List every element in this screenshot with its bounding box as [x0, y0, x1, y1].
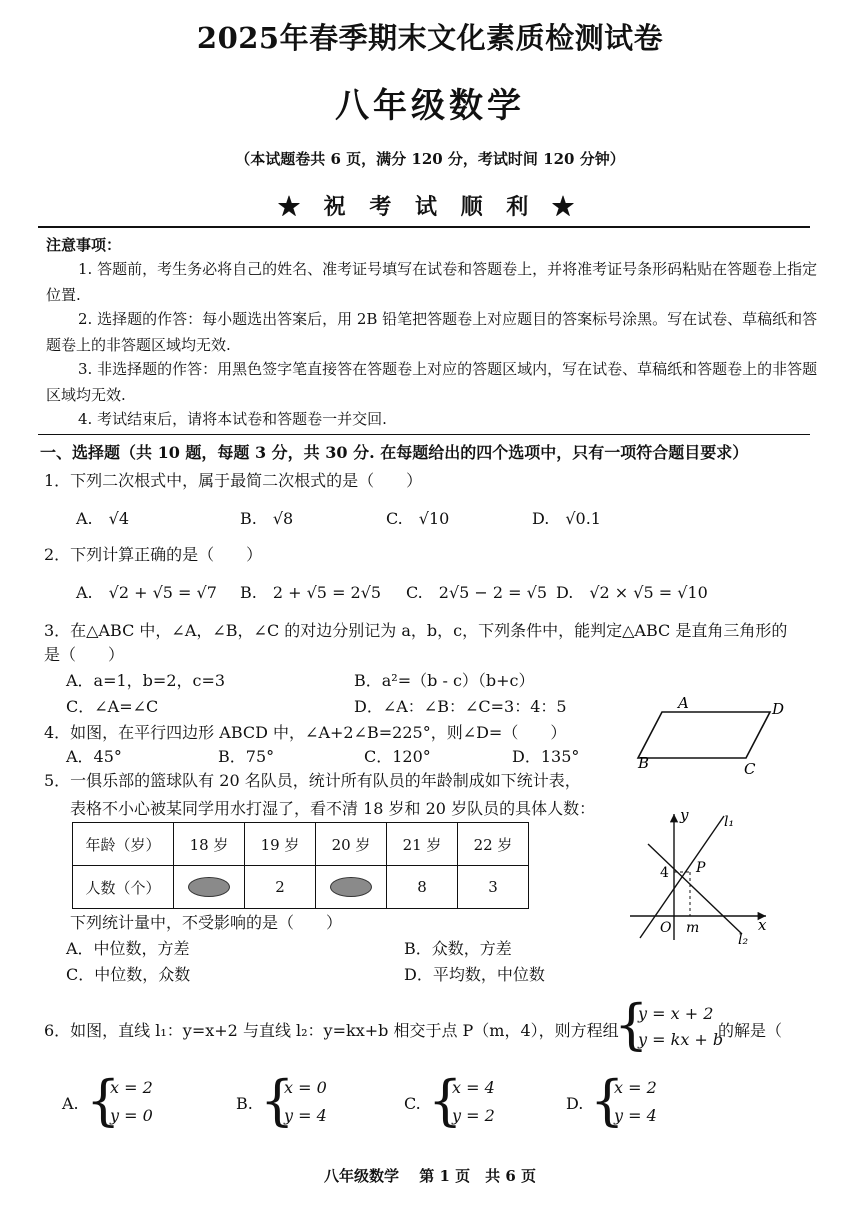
- q1-option-c: C. √10: [386, 509, 450, 528]
- good-luck-banner: ★ 祝 考 试 顺 利 ★: [278, 194, 582, 220]
- header-divider: [38, 226, 810, 228]
- table-cell: 2: [245, 866, 316, 909]
- tick-label-m: m: [686, 920, 700, 936]
- q6-option-a-brace: {: [86, 1069, 121, 1132]
- axis-label-y: y: [680, 806, 689, 824]
- q2-option-c: C. 2√5 − 2 = √5: [406, 583, 548, 602]
- notice-item-2: 2. 选择题的作答：每小题选出答案后，用 2B 铅笔把答题卷上对应题目的答案标号涂黑。写在试卷、草稿纸和答题卷上的非答题区域均无效.: [46, 310, 818, 354]
- q6-option-a-label: A.: [62, 1094, 79, 1113]
- q2-option-b: B. 2 + √5 = 2√5: [240, 583, 382, 602]
- q3-option-b: B．a²=（b - c）（b+c）: [354, 671, 535, 690]
- q6-system-line-2: y = kx + b: [638, 1030, 724, 1049]
- q6-option-b-brace: {: [260, 1069, 295, 1132]
- q6-option-c-line-2: y = 2: [452, 1106, 495, 1125]
- q1-option-a: A. √4: [76, 509, 130, 528]
- notice-divider: [38, 434, 810, 435]
- q3-stem-line-2: 是（ ）: [44, 645, 125, 664]
- q4-stem: 4．如图，在平行四边形 ABCD 中，∠A+2∠B=225°，则∠D=（ ）: [44, 723, 567, 742]
- q6-option-b-label: B.: [236, 1094, 253, 1113]
- vertex-label-a: A: [678, 694, 689, 712]
- q3-option-c: C．∠A=∠C: [66, 697, 159, 716]
- line-label-l2: l₂: [738, 932, 749, 948]
- table-row: [73, 866, 529, 909]
- tick-label-4: 4: [660, 865, 669, 881]
- q5-option-c: C．中位数，众数: [66, 965, 191, 984]
- q5-stem-line-3: 下列统计量中，不受影响的是（ ）: [70, 913, 343, 932]
- water-stain-cell-18: [174, 866, 245, 909]
- page-footer: 八年级数学 第 1 页 共 6 页: [324, 1167, 536, 1185]
- table-header-cell: 20 岁: [316, 823, 387, 866]
- table-header-cell: 年龄（岁）: [73, 823, 174, 866]
- water-stain-blot: [330, 877, 372, 897]
- table-cell: 人数（个）: [73, 866, 174, 909]
- q6-option-b-line-2: y = 4: [284, 1106, 327, 1125]
- notice-heading: 注意事项：: [46, 236, 122, 254]
- axis-label-x: x: [758, 916, 767, 934]
- water-stain-blot: [188, 877, 230, 897]
- q1-option-d: D. √0.1: [532, 509, 601, 528]
- q5-option-a: A．中位数，方差: [66, 939, 190, 958]
- q6-option-d-brace: {: [590, 1069, 625, 1132]
- lines-graph-figure: [620, 800, 780, 950]
- q6-option-a-line-2: y = 0: [110, 1106, 153, 1125]
- q6-option-a-line-1: x = 2: [110, 1078, 153, 1097]
- q3-option-a: A．a=1，b=2，c=3: [66, 671, 226, 690]
- section-1-heading: 一、选择题（共 10 题，每题 3 分，共 30 分. 在每题给出的四个选项中，只有一项符合题目要求）: [40, 443, 749, 462]
- q4-option-a: A．45°: [66, 747, 122, 766]
- table-header-cell: 18 岁: [174, 823, 245, 866]
- q6-option-d-line-2: y = 4: [614, 1106, 657, 1125]
- q5-stem-line-2: 表格不小心被某同学用水打湿了，看不清 18 岁和 20 岁队员的具体人数：: [70, 799, 596, 818]
- table-header-cell: 19 岁: [245, 823, 316, 866]
- water-stain-cell-20: [316, 866, 387, 909]
- line-label-l1: l₁: [724, 814, 735, 830]
- q6-system-brace: {: [614, 993, 649, 1056]
- q5-stem-line-1: 5．一俱乐部的篮球队有 20 名队员，统计所有队员的年龄制成如下统计表，: [44, 771, 581, 790]
- q5-option-b: B．众数，方差: [404, 939, 512, 958]
- parallelogram-shape: [638, 712, 770, 758]
- q3-stem-line-1: 3．在△ABC 中，∠A，∠B，∠C 的对边分别记为 a，b，c，下列条件中，能判定△ABC 是直角三角形的: [44, 621, 788, 640]
- q5-option-d: D．平均数，中位数: [404, 965, 545, 984]
- vertex-label-d: D: [772, 700, 785, 718]
- parallelogram-figure: [630, 692, 800, 778]
- q1-stem: 1．下列二次根式中，属于最简二次根式的是（ ）: [44, 471, 423, 490]
- q3-option-d: D．∠A：∠B：∠C=3：4：5: [354, 697, 567, 716]
- age-stats-table: [72, 822, 529, 909]
- q6-option-c-brace: {: [428, 1069, 463, 1132]
- q2-option-d: D. √2 × √5 = √10: [556, 583, 708, 602]
- q6-option-b-line-1: x = 0: [284, 1078, 327, 1097]
- q2-option-a: A. √2 + √5 = √7: [76, 583, 217, 602]
- table-header-cell: 22 岁: [458, 823, 529, 866]
- table-cell: 3: [458, 866, 529, 909]
- point-label-p: P: [696, 860, 706, 876]
- exam-title: 2025年春季期末文化素质检测试卷: [196, 21, 664, 55]
- notice-item-4: 4. 考试结束后，请将本试卷和答题卷一并交回.: [78, 410, 387, 428]
- exam-subject: 八年级数学: [335, 86, 525, 126]
- table-row: [73, 823, 529, 866]
- q4-option-c: C．120°: [364, 747, 431, 766]
- q6-option-c-line-1: x = 4: [452, 1078, 495, 1097]
- exam-info: （本试题卷共 6 页，满分 120 分，考试时间 120 分钟）: [235, 150, 625, 168]
- table-header-cell: 21 岁: [387, 823, 458, 866]
- notice-item-3: 3. 非选择题的作答：用黑色签字笔直接答在答题卷上对应的答题区域内，写在试卷、草稿纸和答题卷上的非答题区域均无效.: [46, 360, 818, 404]
- q6-option-d-label: D.: [566, 1094, 584, 1113]
- q6-option-c-label: C.: [404, 1094, 421, 1113]
- q6-system-line-1: y = x + 2: [638, 1004, 714, 1023]
- table-cell: 8: [387, 866, 458, 909]
- q4-option-b: B．75°: [218, 747, 275, 766]
- vertex-label-c: C: [744, 760, 756, 778]
- vertex-label-b: B: [638, 754, 650, 772]
- q1-option-b: B. √8: [240, 509, 294, 528]
- q6-stem-end: 的解是（: [718, 1021, 783, 1040]
- notice-item-1: 1. 答题前，考生务必将自己的姓名、准考证号填写在试卷和答题卷上，并将准考证号条形码粘贴在答题卷上指定位置.: [46, 260, 818, 304]
- q6-option-d-line-1: x = 2: [614, 1078, 657, 1097]
- q6-stem: 6．如图，直线 l₁：y=x+2 与直线 l₂：y=kx+b 相交于点 P（m，4），则方程组: [44, 1021, 619, 1040]
- q2-stem: 2．下列计算正确的是（ ）: [44, 545, 263, 564]
- q4-option-d: D．135°: [512, 747, 580, 766]
- origin-label: O: [660, 920, 672, 936]
